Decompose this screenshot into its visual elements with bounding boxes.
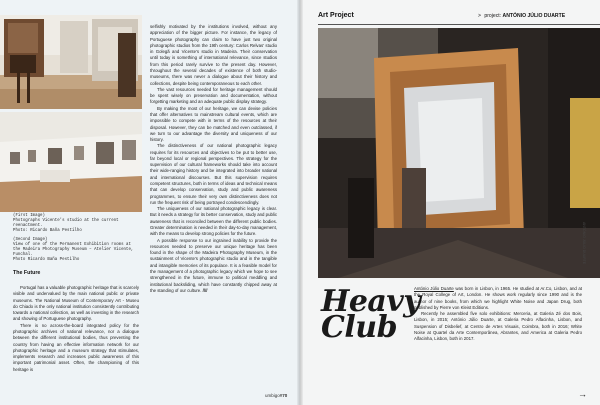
caption-first-image <box>13 214 139 234</box>
artwork-title-line: Club <box>321 310 398 345</box>
article-column-1 <box>13 285 139 373</box>
caption-text: Photographs Vicente's studio at the current reenactment. <box>13 219 119 229</box>
artwork-title <box>321 284 421 345</box>
bio-paragraph: Recently he assembled five solo exhibitions: Merceria, at Galeria Zé dos Bois, Lisbon, in 2015; António Júlio Duarte, at Galeria Pedro Alfacinha, Lisbon, and Suspension of Disbelief, at Centro de Artes Visuais, Coimbra, both in 2016; White Noise at Quartel da Arte Contemporânea, Abrantes, and America at Galeria Pedro Alfacinha, Lisbon, both in 2017. <box>414 311 582 341</box>
article-paragraph: By making the most of our heritage, we can devise policies that offer alternatives to mainstream cultural events, which are impossible to compete with in terms of the resources at their disposal. However, they can be matched and even outclassed, if we turn to our advantage the diversity and uniqueness of our history. <box>150 105 277 143</box>
artist-bio <box>414 286 582 342</box>
heavy-club-photo <box>318 28 600 278</box>
article-paragraph <box>150 238 277 295</box>
project-prefix: project: <box>484 13 502 19</box>
side-tab: ANTÓNIO JÚLIO DUARTE <box>582 222 586 265</box>
page-gutter <box>297 0 303 405</box>
bio-text: was born in Lisbon, in 1965. He studied at Ar.Co, Lisbon, and at the Royal College of Art, London. He shows work regularly since 1990 and is the author of nine books, from which we highlight White Noise and Japan Drug, both published by Pierre von Kleist Editions. <box>414 286 582 310</box>
folio-name: umbigo <box>265 393 280 398</box>
project-name: ANTÓNIO JÚLIO DUARTE <box>502 13 566 19</box>
header-rule <box>318 24 600 25</box>
article-paragraph: The distinctiveness of our national photographic legacy requires for its resources and objectives to be put to better use, far beyond local or regional perspectives. The strategy for the supervision of our cultural frameworks should take into account their wide-ranging history and be integrated into broader national and international discourses. But this supervision requires competent structures, both in terms of ideas and technical means that can develop conservation, study and public awareness programmes, to ensure their very own distinctiveness does not run the frequent risk of being portrayed condescendingly. <box>150 143 277 205</box>
caption-label: (First Image) <box>13 214 45 218</box>
section-heading: The Future <box>13 270 41 276</box>
caption-credit: Photo: Ricardo Baña Pestilho <box>13 229 82 234</box>
project-arrow-icon: > <box>478 13 481 19</box>
exhibition-room-photo <box>0 112 142 212</box>
caption-text: View of one of the Permanent Exhibition rooms at the Madeira Photography Museum – Atelier Vicente, Funchal. <box>13 243 134 258</box>
article-paragraph: There is no across-the-board integrated policy for the photographic archives of national relevance, nor a dialogue between the different institutional bodies, thus preventing the country from having an effective information network for our photographic heritage and a museum strategy that stimulates, implements research and increases public awareness of this important patrimonial asset. Often, the championing of this heritage is <box>13 322 139 372</box>
article-paragraph-text: A possible response to our ingrained inability to provide the resources needed to preserve our unique heritage has been found in the shape of the Madeira Photography Museum, in the sustainment of Vicente's photographic studio and in the tangible and intangible memories of its populace. It is a feasible model for the management of a photographic legacy which we hope to see strengthened in the future, immune to political meddling and institutional backsliding, which have constantly chipped away at the standing of our culture. <box>150 237 277 293</box>
artist-name: António Júlio Duarte <box>414 286 454 291</box>
caption-second-image <box>13 238 139 263</box>
project-label <box>478 13 565 19</box>
article-column-2 <box>150 24 277 294</box>
folio-number: #70 <box>279 393 288 398</box>
page-folio <box>265 393 287 398</box>
caption-label: (Second Image) <box>13 238 48 242</box>
artwork-title-line: Heavy <box>321 284 421 319</box>
end-mark: //// <box>202 287 208 293</box>
article-paragraph: The uniqueness of our national photographic legacy is clear. But it needs a strategy for its better conservation, study and public awareness that is reconciled between the different public bodies. Greater determination is needed in their day-to-day management, with the means to develop strong policies for the future. <box>150 206 278 237</box>
next-page-arrow-icon[interactable]: → <box>578 389 587 399</box>
bio-paragraph <box>414 286 582 311</box>
article-paragraph: The vast resources needed for heritage management should be spent wisely on preservation and documentation, without forgetting marketing and an adequate public display strategy. <box>150 86 277 105</box>
article-paragraph: selfishly motivated by the institutions involved, without any appreciation of the bigger picture. For instance, the legacy of Portuguese photography can claim to have just two original photographic studios from the 19th century: Carlos Relvas' studio in Golegã and Vicente's studio in Madeira. Their conservation until today is something of international relevance, since studios from this period rarely survive to the present day. However, throughout the several decades of existence of both studio-museums, there was never a dialogue about their history and collections, despite being contemporaneous to each other. <box>150 24 277 86</box>
section-label: Art Project <box>318 12 354 19</box>
studio-photo <box>0 15 142 109</box>
article-paragraph: Portugal has a valuable photographic heritage that is scarcely visible and undervalued by the main national public or private museums. The National Museum of Contemporary Art - Museu do Chiado is the only national institution consistently contributing towards a national collection, as well as investing in the research and showing of Portuguese photography. <box>13 285 139 322</box>
caption-credit: Photo Ricardo Baña Pestilho <box>13 258 80 263</box>
